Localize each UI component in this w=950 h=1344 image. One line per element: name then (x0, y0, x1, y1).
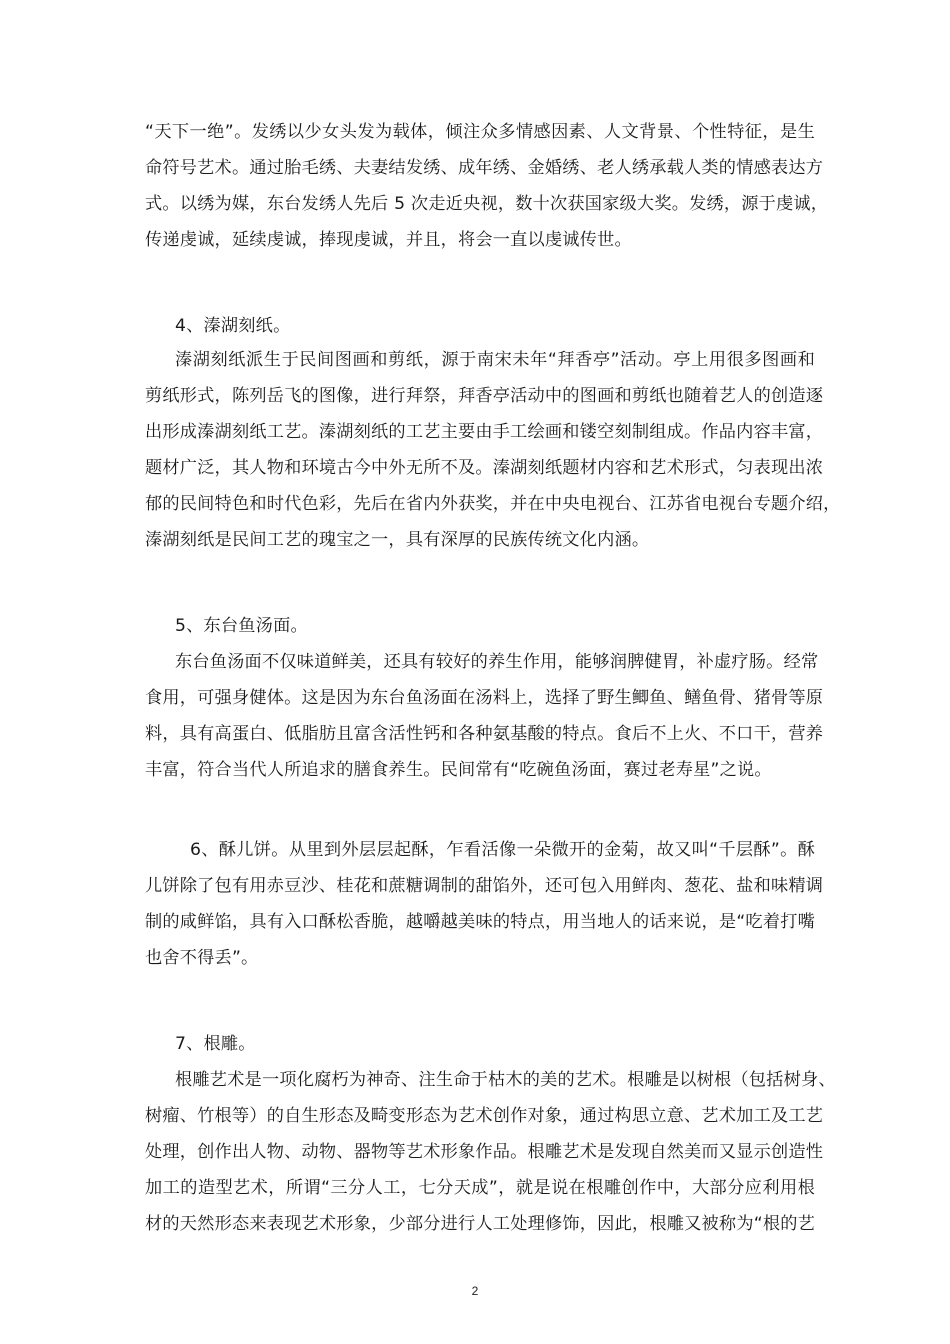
paragraph-line: 食用，可强身健体。这是因为东台鱼汤面在汤料上，选择了野生鲫鱼、鳝鱼骨、猪骨等原 (145, 688, 824, 708)
paragraph-line: 溱湖刻纸派生于民间图画和剪纸，源于南宋未年“拜香亭”活动。亭上用很多图画和 (175, 350, 815, 370)
paragraph-line: 根雕艺术是一项化腐朽为神奇、注生命于枯木的美的艺术。根雕是以树根（包括树身、 (175, 1070, 836, 1090)
paragraph-line: 式。以绣为媒，东台发绣人先后 5 次走近央视，数十次获国家级大奖。发绣，源于虔诚， (145, 194, 829, 214)
paragraph-line: 东台鱼汤面不仅味道鲜美，还具有较好的养生作用，能够润脾健胃，补虚疗肠。经常 (175, 652, 819, 672)
paragraph-line: 命符号艺术。通过胎毛绣、夫妻结发绣、成年绣、金婚绣、老人绣承载人类的情感表达方 (145, 158, 824, 178)
paragraph-line: 剪纸形式，陈列岳飞的图像，进行拜祭，拜香亭活动中的图画和剪纸也随着艺人的创造逐 (145, 386, 824, 406)
page-number: 2 (471, 1284, 479, 1298)
paragraph-line: 料，具有高蛋白、低脂肪且富含活性钙和各种氨基酸的特点。食后不上火、不口干，营养 (145, 724, 824, 744)
paragraph-line: 题材广泛，其人物和环境古今中外无所不及。溱湖刻纸题材内容和艺术形式，匀表现出浓 (145, 458, 824, 478)
paragraph-line: “天下一绝”。发绣以少女头发为载体，倾注众多情感因素、人文背景、个性特征，是生 (145, 122, 815, 142)
paragraph-line: 加工的造型艺术，所谓“三分人工，七分天成”，就是说在根雕创作中，大部分应利用根 (145, 1178, 815, 1198)
paragraph-line: 出形成溱湖刻纸工艺。溱湖刻纸的工艺主要由手工绘画和镂空刻制组成。作品内容丰富， (145, 422, 824, 442)
section-heading: 4、溱湖刻纸。 (175, 316, 291, 336)
paragraph-line: 丰富，符合当代人所追求的膳食养生。民间常有“吃碗鱼汤面，赛过老寿星”之说。 (145, 760, 772, 780)
paragraph-line: 溱湖刻纸是民间工艺的瑰宝之一，具有深厚的民族传统文化内涵。 (145, 530, 650, 550)
section-heading: 5、东台鱼汤面。 (175, 616, 308, 636)
paragraph-line: 传递虔诚，延续虔诚，捧现虔诚，并且，将会一直以虔诚传世。 (145, 230, 632, 250)
paragraph-line: 儿饼除了包有用赤豆沙、桂花和蔗糖调制的甜馅外，还可包入用鲜肉、葱花、盐和味精调 (145, 876, 824, 896)
paragraph-line: 处理，创作出人物、动物、器物等艺术形象作品。根雕艺术是发现自然美而又显示创造性 (145, 1142, 824, 1162)
paragraph-line: 6、酥儿饼。从里到外层层起酥，乍看活像一朵微开的金菊，故又叫“千层酥”。酥 (190, 840, 815, 860)
section-heading: 7、根雕。 (175, 1034, 256, 1054)
paragraph-line: 树瘤、竹根等）的自生形态及畸变形态为艺术创作对象，通过构思立意、艺术加工及工艺 (145, 1106, 824, 1126)
paragraph-line: 郁的民间特色和时代色彩，先后在省内外获奖，并在中央电视台、江苏省电视台专题介绍， (145, 494, 841, 514)
paragraph-line: 材的天然形态来表现艺术形象，少部分进行人工处理修饰，因此，根雕又被称为“根的艺 (145, 1214, 815, 1234)
paragraph-line: 制的咸鲜馅，具有入口酥松香脆，越嚼越美味的特点，用当地人的话来说，是“吃着打嘴 (145, 912, 815, 932)
paragraph-line: 也舍不得丢”。 (145, 948, 259, 968)
